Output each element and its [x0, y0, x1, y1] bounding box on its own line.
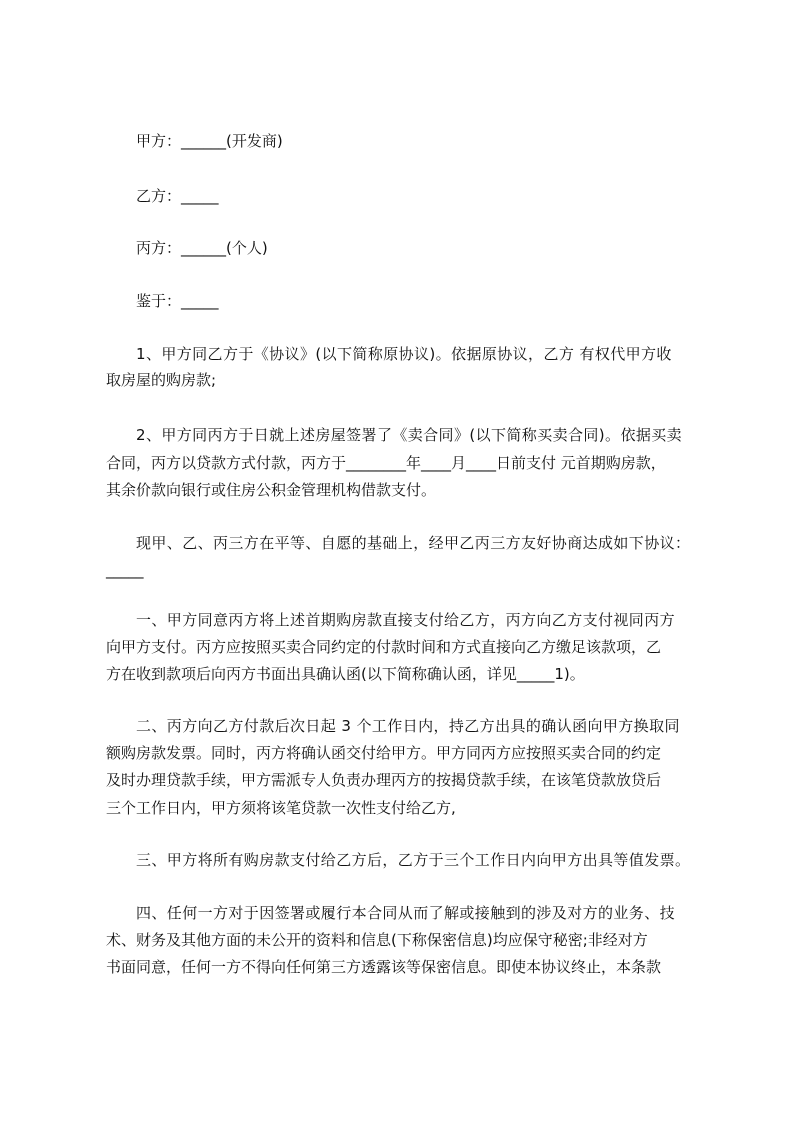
recital-2-line-2: 合同，丙方以贷款方式付款，丙方于________年____月____日前支付 元首期购房款，	[106, 454, 666, 472]
clause-2-line-3: 及时办理贷款手续，甲方需派专人负责办理丙方的按揭贷款手续，在该笔贷款放贷后	[106, 771, 662, 789]
whereas-line: 鉴于：_____	[136, 292, 219, 310]
clause-4-line-1: 四、任何一方对于因签署或履行本合同从而了解或接触到的涉及对方的业务、技	[136, 904, 676, 922]
party-b-line: 乙方：_____	[136, 187, 219, 205]
clause-2-line-1: 二、丙方向乙方付款后次日起 3 个工作日内，持乙方出具的确认函向甲方换取同	[136, 717, 680, 735]
recital-1-line-1: 1、甲方同乙方于《协议》(以下简称原协议)。依据原协议，乙方 有权代甲方收	[136, 345, 672, 363]
recital-2-line-1: 2、甲方同丙方于日就上述房屋签署了《卖合同》(以下简称买卖合同)。依据买卖	[136, 426, 683, 444]
recital-2-line-3: 其余价款向银行或住房公积金管理机构借款支付。	[106, 481, 437, 499]
clause-3-line-1: 三、甲方将所有购房款支付给乙方后，乙方于三个工作日内向甲方出具等值发票。	[136, 851, 691, 869]
party-c-line: 丙方：______(个人)	[136, 239, 268, 257]
recital-1-line-2: 取房屋的购房款;	[106, 371, 217, 389]
clause-4-line-2: 术、财务及其他方面的未公开的资料和信息(下称保密信息)均应保守秘密;非经对方	[106, 931, 648, 949]
intro-line-2: _____	[106, 561, 144, 579]
clause-1-line-2: 向甲方支付。丙方应按照买卖合同约定的付款时间和方式直接向乙方缴足该款项，乙	[106, 638, 662, 656]
clause-2-line-4: 三个工作日内，甲方须将该笔贷款一次性支付给乙方,	[106, 799, 456, 817]
clause-1-line-3: 方在收到款项后向丙方书面出具确认函(以下简称确认函，详见_____1)。	[106, 665, 585, 683]
intro-line-1: 现甲、乙、丙三方在平等、自愿的基础上，经甲乙丙三方友好协商达成如下协议：	[136, 534, 691, 552]
clause-4-line-3: 书面同意，任何一方不得向任何第三方透露该等保密信息。即使本协议终止，本条款	[106, 958, 662, 976]
clause-2-line-2: 额购房款发票。同时，丙方将确认函交付给甲方。甲方同丙方应按照买卖合同的约定	[106, 744, 662, 762]
party-a-line: 甲方：______(开发商)	[136, 132, 283, 150]
clause-1-line-1: 一、甲方同意丙方将上述首期购房款直接支付给乙方，丙方向乙方支付视同丙方	[136, 611, 676, 629]
